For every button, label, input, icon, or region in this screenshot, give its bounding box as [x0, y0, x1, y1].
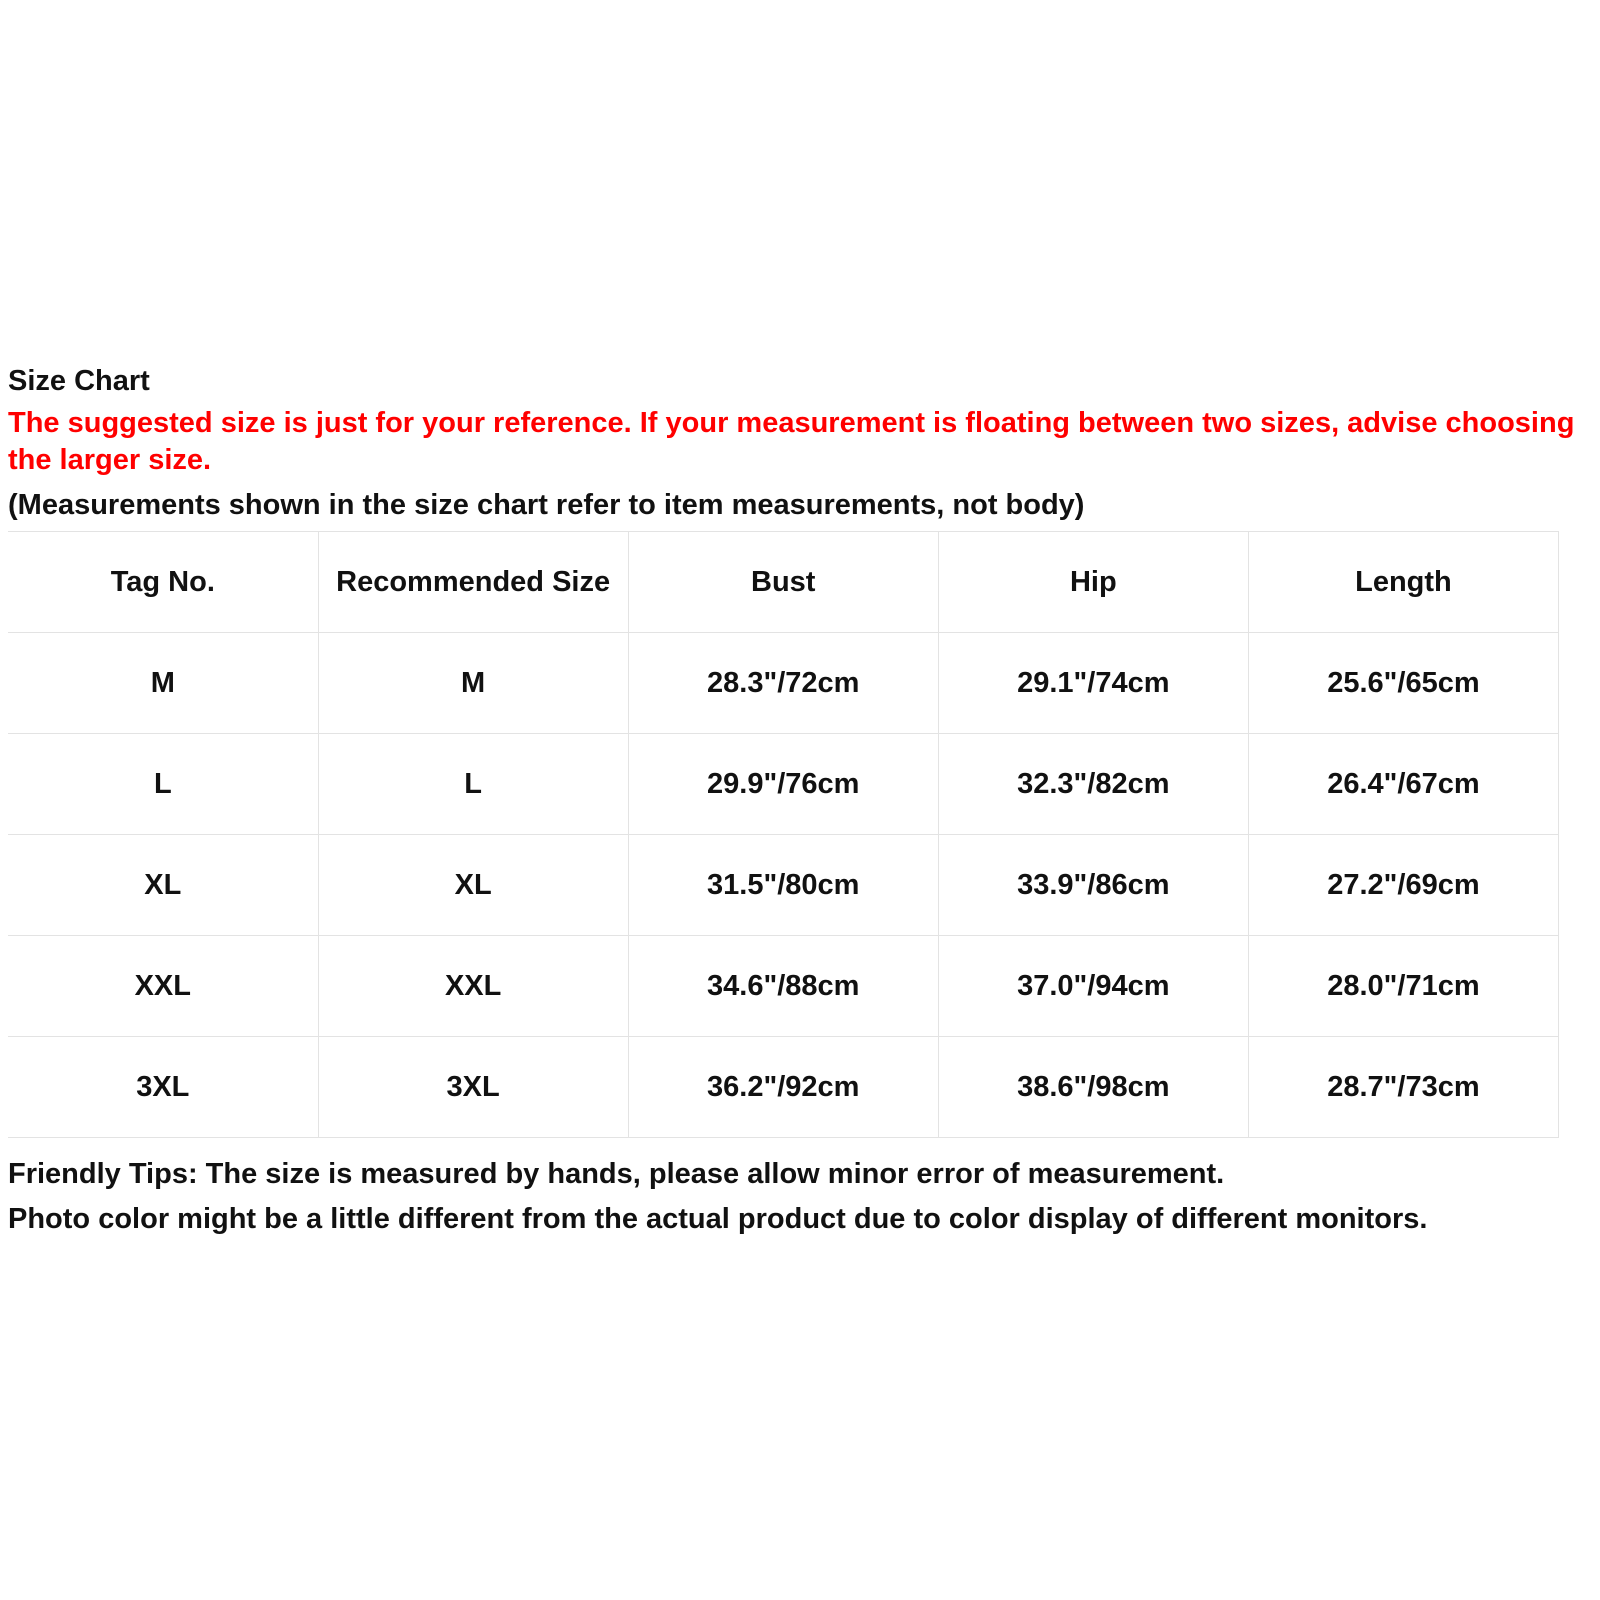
cell-tag-no: XL: [8, 835, 318, 936]
cell-length: 26.4"/67cm: [1248, 734, 1558, 835]
cell-bust: 36.2"/92cm: [628, 1037, 938, 1138]
table-row: [8, 835, 1559, 936]
header-tag-no: Tag No.: [8, 532, 318, 633]
cell-recommended-size: L: [318, 734, 628, 835]
cell-tag-no: M: [8, 633, 318, 734]
table-header-row: [8, 532, 1559, 633]
cell-hip: 37.0"/94cm: [938, 936, 1248, 1037]
size-table: [8, 531, 1559, 1138]
cell-hip: 38.6"/98cm: [938, 1037, 1248, 1138]
size-advice: The suggested size is just for your reference. If your measurement is floating between two sizes, advise choosing the larger size.: [8, 407, 1575, 476]
measurement-note: (Measurements shown in the size chart refer to item measurements, not body): [8, 489, 1085, 521]
cell-recommended-size: XXL: [318, 936, 628, 1037]
table-row: [8, 1037, 1559, 1138]
cell-length: 28.7"/73cm: [1248, 1037, 1558, 1138]
cell-bust: 34.6"/88cm: [628, 936, 938, 1037]
header-bust: Bust: [628, 532, 938, 633]
table-row: [8, 734, 1559, 835]
cell-tag-no: L: [8, 734, 318, 835]
table-row: [8, 633, 1559, 734]
chart-title: Size Chart: [8, 365, 150, 397]
header-hip: Hip: [938, 532, 1248, 633]
tip-measurement: Friendly Tips: The size is measured by hands, please allow minor error of measurement.: [8, 1158, 1225, 1190]
cell-recommended-size: XL: [318, 835, 628, 936]
cell-hip: 32.3"/82cm: [938, 734, 1248, 835]
cell-bust: 28.3"/72cm: [628, 633, 938, 734]
cell-bust: 31.5"/80cm: [628, 835, 938, 936]
cell-length: 25.6"/65cm: [1248, 633, 1558, 734]
cell-tag-no: XXL: [8, 936, 318, 1037]
size-chart: [8, 363, 1593, 1242]
cell-recommended-size: 3XL: [318, 1037, 628, 1138]
cell-bust: 29.9"/76cm: [628, 734, 938, 835]
cell-tag-no: 3XL: [8, 1037, 318, 1138]
header-recommended-size: Recommended Size: [318, 532, 628, 633]
table-row: [8, 936, 1559, 1037]
cell-hip: 33.9"/86cm: [938, 835, 1248, 936]
cell-length: 27.2"/69cm: [1248, 835, 1558, 936]
header-length: Length: [1248, 532, 1558, 633]
friendly-tips: [8, 1152, 1593, 1242]
cell-recommended-size: M: [318, 633, 628, 734]
cell-length: 28.0"/71cm: [1248, 936, 1558, 1037]
cell-hip: 29.1"/74cm: [938, 633, 1248, 734]
tip-photo-color: Photo color might be a little different from the actual product due to color display of different monitors.: [8, 1203, 1428, 1235]
